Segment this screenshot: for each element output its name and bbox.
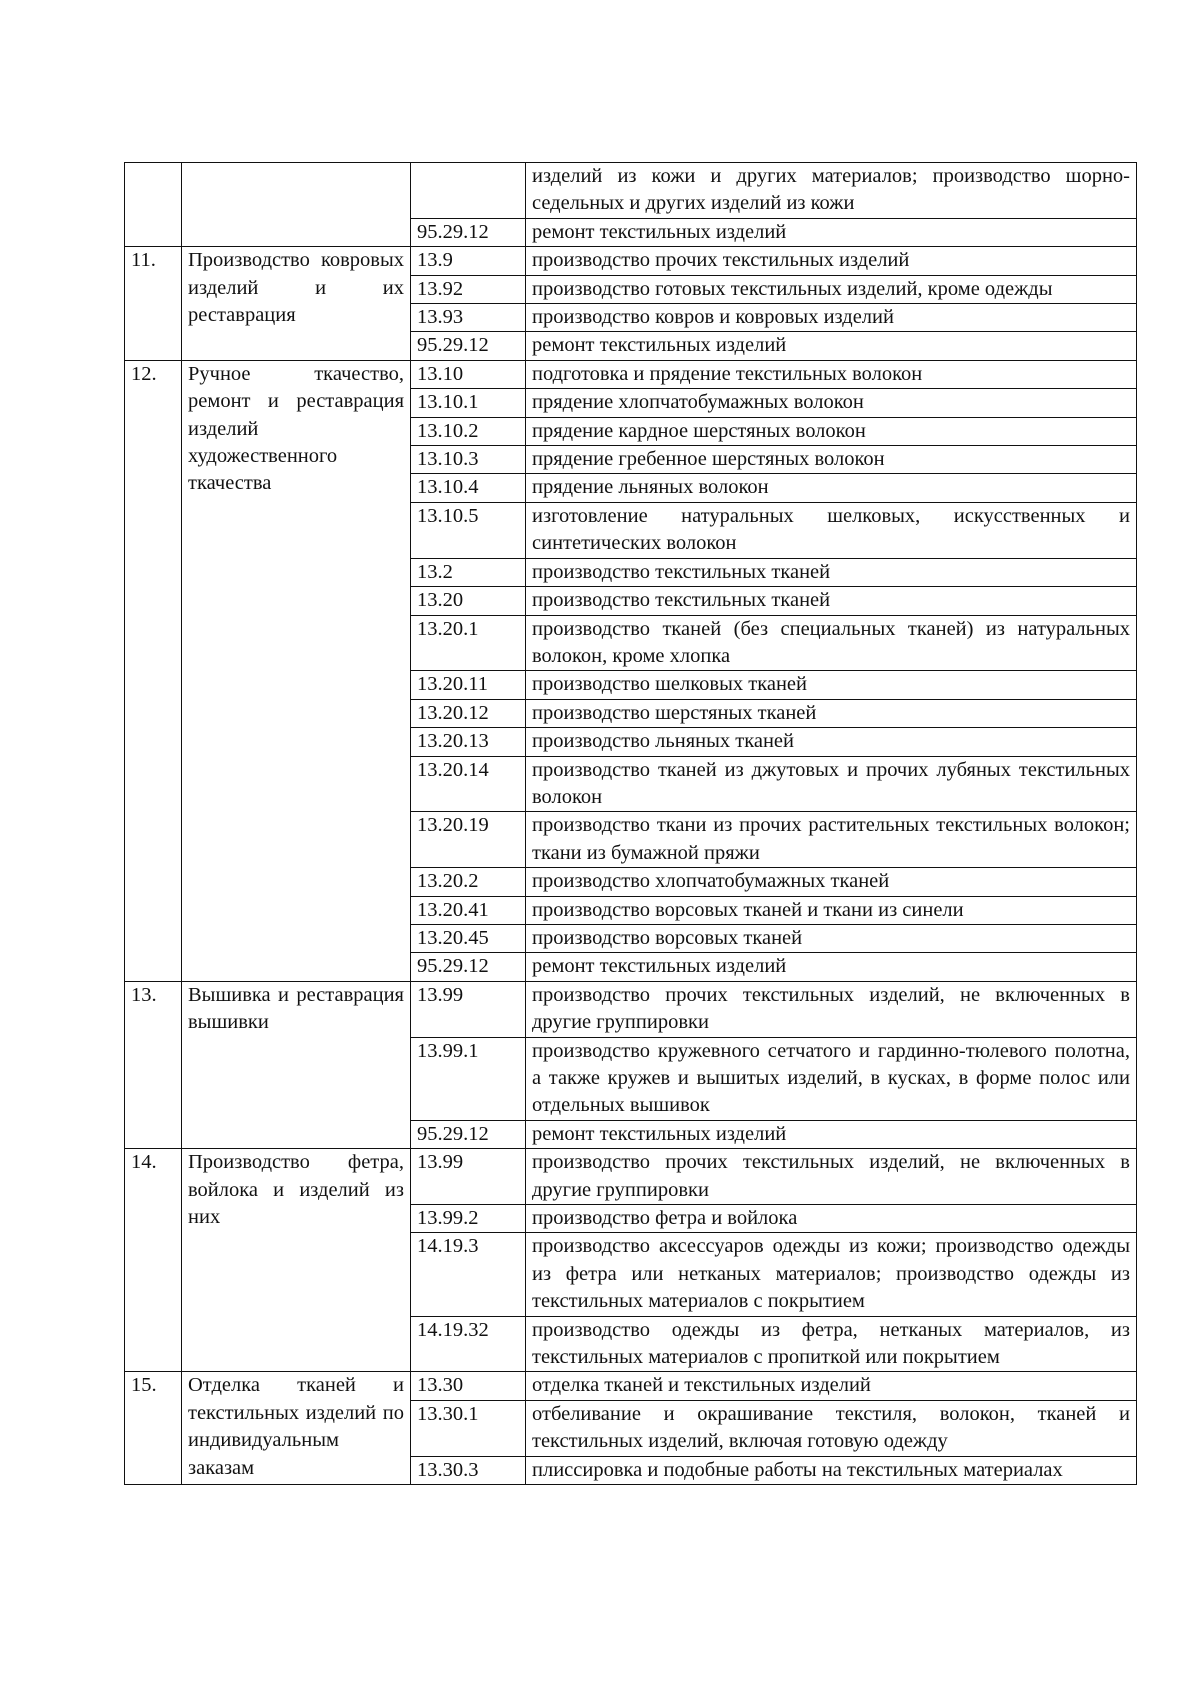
- okved-code-cell: 13.20.11: [411, 671, 526, 699]
- okved-code-cell: 13.30: [411, 1372, 526, 1400]
- table-row: [125, 1372, 1137, 1400]
- okved-code-cell: 13.99: [411, 1149, 526, 1205]
- okved-code-cell: 13.2: [411, 558, 526, 586]
- okved-code-cell: 95.29.12: [411, 953, 526, 981]
- table-row-continuation: [125, 163, 1137, 219]
- description-cell: производство ткани из прочих растительных текстильных волокон; ткани из бумажной пряжи: [526, 812, 1137, 868]
- description-cell: производство аксессуаров одежды из кожи; производство одежды из фетра или нетканых материалов; производство одежды из текстильных материалов с покрытием: [526, 1233, 1137, 1316]
- row-number-cell: 15.: [125, 1372, 182, 1485]
- table-body: [125, 163, 1137, 1485]
- row-number-cell: [125, 163, 182, 247]
- okved-code-cell: 13.30.1: [411, 1400, 526, 1456]
- description-cell: подготовка и прядение текстильных волокон: [526, 360, 1137, 388]
- activity-name-cell: Производство фетра, войлока и изделий из них: [182, 1149, 411, 1372]
- okved-code-cell: 13.20.2: [411, 868, 526, 896]
- description-cell: производство готовых текстильных изделий, кроме одежды: [526, 275, 1137, 303]
- description-cell: производство хлопчатобумажных тканей: [526, 868, 1137, 896]
- okved-code-cell: 13.10.2: [411, 417, 526, 445]
- okved-code-cell: 13.20.19: [411, 812, 526, 868]
- description-cell: производство ворсовых тканей и ткани из синели: [526, 896, 1137, 924]
- okved-code-cell: [411, 163, 526, 219]
- okved-code-cell: 13.10.4: [411, 474, 526, 502]
- okved-code-cell: 13.20.13: [411, 728, 526, 756]
- description-cell: прядение кардное шерстяных волокон: [526, 417, 1137, 445]
- description-cell: производство текстильных тканей: [526, 558, 1137, 586]
- description-cell: отделка тканей и текстильных изделий: [526, 1372, 1137, 1400]
- okved-code-cell: 13.99.1: [411, 1037, 526, 1120]
- description-cell: производство ворсовых тканей: [526, 924, 1137, 952]
- description-cell: производство кружевного сетчатого и гардинно-тюлевого полотна, а также кружев и вышитых изделий, в кусках, в форме полос или отдельных вышивок: [526, 1037, 1137, 1120]
- description-cell: плиссировка и подобные работы на текстильных материалах: [526, 1456, 1137, 1484]
- okved-code-cell: 95.29.12: [411, 332, 526, 360]
- description-cell: ремонт текстильных изделий: [526, 218, 1137, 246]
- okved-code-cell: 13.10.1: [411, 389, 526, 417]
- okved-code-cell: 13.92: [411, 275, 526, 303]
- okved-code-cell: 13.9: [411, 247, 526, 275]
- okved-code-cell: 14.19.3: [411, 1233, 526, 1316]
- table-row: [125, 981, 1137, 1037]
- okved-code-cell: 14.19.32: [411, 1316, 526, 1372]
- description-cell: производство тканей из джутовых и прочих лубяных текстильных волокон: [526, 756, 1137, 812]
- activity-codes-table: [124, 162, 1137, 1485]
- description-cell: производство прочих текстильных изделий, не включенных в другие группировки: [526, 981, 1137, 1037]
- okved-code-cell: 13.10.3: [411, 446, 526, 474]
- description-cell: производство фетра и войлока: [526, 1205, 1137, 1233]
- okved-code-cell: 95.29.12: [411, 1120, 526, 1148]
- description-cell: прядение гребенное шерстяных волокон: [526, 446, 1137, 474]
- description-cell: изделий из кожи и других материалов; производство шорно-седельных и других изделий из кожи: [526, 163, 1137, 219]
- okved-code-cell: 13.20.14: [411, 756, 526, 812]
- description-cell: производство текстильных тканей: [526, 587, 1137, 615]
- okved-code-cell: 13.20.1: [411, 615, 526, 671]
- okved-code-cell: 13.99: [411, 981, 526, 1037]
- okved-code-cell: 13.20.12: [411, 699, 526, 727]
- description-cell: производство ковров и ковровых изделий: [526, 304, 1137, 332]
- description-cell: ремонт текстильных изделий: [526, 1120, 1137, 1148]
- row-number-cell: 13.: [125, 981, 182, 1148]
- description-cell: производство одежды из фетра, нетканых материалов, из текстильных материалов с пропиткой или покрытием: [526, 1316, 1137, 1372]
- okved-code-cell: 13.20: [411, 587, 526, 615]
- table-row: [125, 247, 1137, 275]
- description-cell: производство льняных тканей: [526, 728, 1137, 756]
- description-cell: производство шерстяных тканей: [526, 699, 1137, 727]
- description-cell: производство тканей (без специальных тканей) из натуральных волокон, кроме хлопка: [526, 615, 1137, 671]
- description-cell: изготовление натуральных шелковых, искусственных и синтетических волокон: [526, 502, 1137, 558]
- description-cell: прядение хлопчатобумажных волокон: [526, 389, 1137, 417]
- okved-code-cell: 13.99.2: [411, 1205, 526, 1233]
- okved-code-cell: 95.29.12: [411, 218, 526, 246]
- activity-name-cell: Производство ковровых изделий и их реставрация: [182, 247, 411, 361]
- description-cell: ремонт текстильных изделий: [526, 953, 1137, 981]
- activity-name-cell: Вышивка и реставрация вышивки: [182, 981, 411, 1148]
- row-number-cell: 11.: [125, 247, 182, 361]
- okved-code-cell: 13.20.45: [411, 924, 526, 952]
- activity-name-cell: [182, 163, 411, 247]
- okved-code-cell: 13.93: [411, 304, 526, 332]
- description-cell: прядение льняных волокон: [526, 474, 1137, 502]
- description-cell: производство прочих текстильных изделий: [526, 247, 1137, 275]
- row-number-cell: 14.: [125, 1149, 182, 1372]
- description-cell: производство прочих текстильных изделий, не включенных в другие группировки: [526, 1149, 1137, 1205]
- okved-code-cell: 13.30.3: [411, 1456, 526, 1484]
- okved-code-cell: 13.10.5: [411, 502, 526, 558]
- okved-code-cell: 13.10: [411, 360, 526, 388]
- table-row: [125, 360, 1137, 388]
- table-row: [125, 1149, 1137, 1205]
- row-number-cell: 12.: [125, 360, 182, 981]
- description-cell: производство шелковых тканей: [526, 671, 1137, 699]
- description-cell: отбеливание и окрашивание текстиля, волокон, тканей и текстильных изделий, включая готовую одежду: [526, 1400, 1137, 1456]
- activity-name-cell: Отделка тканей и текстильных изделий по индивидуальным заказам: [182, 1372, 411, 1485]
- description-cell: ремонт текстильных изделий: [526, 332, 1137, 360]
- okved-code-cell: 13.20.41: [411, 896, 526, 924]
- activity-name-cell: Ручное ткачество, ремонт и реставрация изделий художественного ткачества: [182, 360, 411, 981]
